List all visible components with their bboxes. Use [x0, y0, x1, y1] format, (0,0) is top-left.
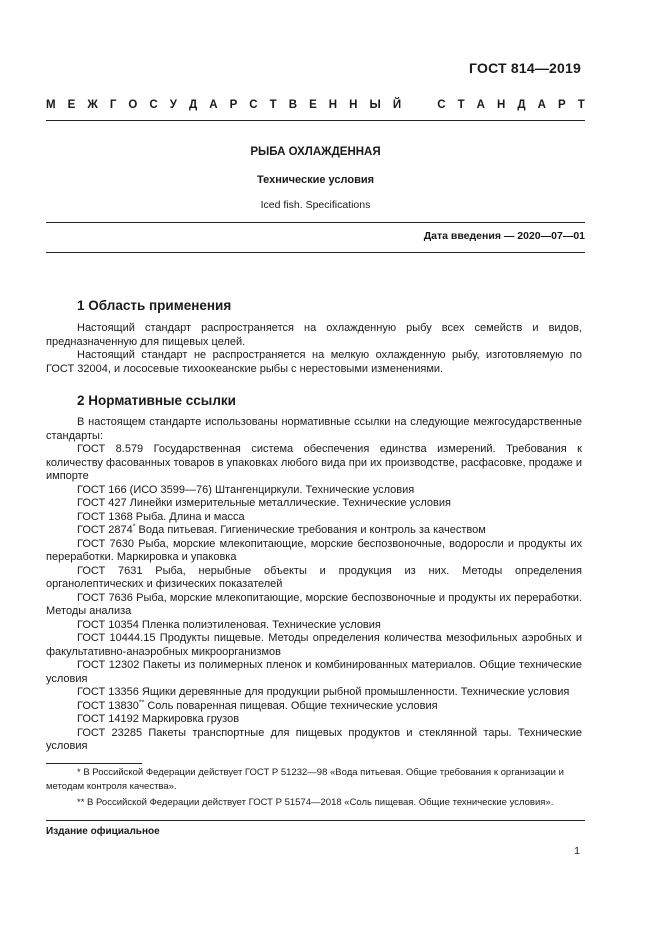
reference-text: ГОСТ 12302 Пакеты из полимерных пленок и комбинированных материалов. Общие технические условия [46, 659, 582, 685]
banner-letter: Р [558, 99, 566, 111]
title-rule [46, 222, 585, 223]
banner-letter: Е [309, 99, 317, 111]
reference-item [46, 713, 582, 727]
reference-item [46, 700, 582, 714]
reference-text: ГОСТ 2874 [77, 524, 133, 536]
banner-letter: Д [517, 99, 526, 111]
reference-item [46, 484, 582, 498]
header-rule [46, 120, 585, 121]
reference-text: ГОСТ 23285 Пакеты транспортные для пищевых продуктов и стеклянной тары. Технические условия [46, 726, 582, 752]
reference-text: ГОСТ 13356 Ящики деревянные для продукции рыбной промышленности. Технические условия [77, 686, 570, 698]
banner-letter: М [46, 99, 56, 111]
footnote: * В Российской Федерации действует ГОСТ Р 51232—98 «Вода питьевая. Общие требования к организации и методам контроля качества». [46, 767, 564, 792]
banner-letter: Т [457, 99, 465, 111]
reference-text: ГОСТ 8.579 Государственная система обеспечения единства измерений. Требования к количеству фасованных товаров в упаковках любого вида при их производстве, расфасовке, продаже и импорте [46, 443, 582, 482]
english-title: Iced fish. Specifications [260, 199, 371, 211]
reference-item [46, 619, 582, 633]
reference-text: ГОСТ 10444.15 Продукты пищевые. Методы определения количества мезофильных аэробных и факультативно-анаэробных микроорганизмов [46, 632, 582, 658]
introduction-date: Дата введения — 2020—07—01 [423, 230, 585, 242]
footnote-marker: * [132, 523, 136, 531]
reference-text: ГОСТ 13830 [77, 699, 139, 712]
reference-item [46, 727, 582, 754]
reference-text: ГОСТ 7630 Рыба, морские млекопитающие, морские беспозвоночные, водоросли и продукты их переработки. Маркировка и упаковка [46, 537, 582, 563]
footnote: ** В Российской Федерации действует ГОСТ Р 51574—2018 «Соль пищевая. Общие технические условия». [77, 797, 554, 808]
section-1-heading: 1 Область применения [77, 298, 232, 313]
banner-letter: С [149, 99, 158, 111]
banner-letter: А [209, 99, 218, 111]
references-list [46, 443, 582, 754]
banner-letter: Н [349, 99, 358, 111]
reference-item [46, 443, 582, 484]
footnotes [46, 766, 582, 812]
document-subtitle: Технические условия [256, 174, 375, 186]
date-rule [46, 252, 585, 253]
banner-letter: Т [269, 99, 277, 111]
banner-letter: Е [67, 99, 76, 111]
paragraph: В настоящем стандарте использованы нормативные ссылки на следующие межгосударственные стандарты: [46, 416, 582, 442]
reference-item [46, 511, 582, 525]
banner-letter: А [537, 99, 546, 111]
footnote-rule [46, 763, 142, 764]
section-2-body [46, 416, 582, 754]
reference-item [46, 632, 582, 659]
banner-letter: О [128, 99, 138, 111]
reference-text: ГОСТ 7631 Рыба, нерыбные объекты и продукция из них. Методы определения органолептических и физических показателей [46, 564, 582, 590]
reference-text: Соль поваренная пищевая. Общие технические условия [144, 699, 438, 712]
gost-number: ГОСТ 814—2019 [469, 60, 581, 76]
banner-letter: Н [497, 99, 506, 111]
paragraph: Настоящий стандарт не распространяется на мелкую охлажденную рыбу, изготовляемую по ГОСТ 32004, и лососевые тихоокеанские рыбы с нерестовыми изменениями. [46, 349, 582, 375]
reference-text: ГОСТ 1368 Рыба. Длина и масса [77, 510, 245, 523]
page-number: 1 [574, 845, 580, 857]
reference-item [46, 497, 582, 511]
banner-letter: У [169, 99, 177, 111]
paragraph: Настоящий стандарт распространяется на охлажденную рыбу всех семейств и видов, предназначенную для пищевых целей. [46, 322, 582, 348]
section-2-heading: 2 Нормативные ссылки [77, 393, 236, 408]
reference-item [46, 538, 582, 565]
banner-letter: Н [328, 99, 338, 111]
banner-letter: Ж [87, 99, 98, 111]
banner-letter: Г [109, 99, 117, 111]
interstate-standard-banner [46, 99, 585, 111]
section-1-body [46, 322, 582, 376]
reference-item [46, 592, 582, 619]
document-title: РЫБА ОХЛАЖДЕННАЯ [250, 146, 381, 158]
footer-rule [46, 820, 585, 821]
banner-letter: С [437, 99, 446, 111]
banner-letter: А [476, 99, 485, 111]
reference-text: ГОСТ 14192 Маркировка грузов [77, 713, 240, 725]
footnote-marker: ** [138, 698, 145, 706]
edition-label: Издание официальное [46, 826, 160, 837]
reference-item [46, 686, 582, 700]
reference-item [46, 659, 582, 686]
banner-letter: Ы [369, 99, 381, 111]
reference-text: ГОСТ 10354 Пленка полиэтиленовая. Технические условия [77, 618, 381, 631]
banner-letter: С [249, 99, 258, 111]
banner-letter: Т [577, 99, 585, 111]
banner-letter: Й [392, 99, 402, 111]
reference-text: Вода питьевая. Гигиенические требования и контроль за качеством [135, 524, 486, 536]
reference-text: ГОСТ 427 Линейки измерительные металлические. Технические условия [77, 497, 451, 509]
banner-letter: Р [229, 99, 238, 111]
reference-text: ГОСТ 166 (ИСО 3599—76) Штангенциркули. Технические условия [77, 483, 415, 496]
reference-item [46, 524, 582, 538]
banner-letter: Д [188, 99, 198, 111]
reference-text: ГОСТ 7636 Рыба, морские млекопитающие, морские беспозвоночные и продукты их переработки. Методы анализа [46, 591, 582, 617]
reference-item [46, 565, 582, 592]
banner-letter: В [288, 99, 298, 111]
